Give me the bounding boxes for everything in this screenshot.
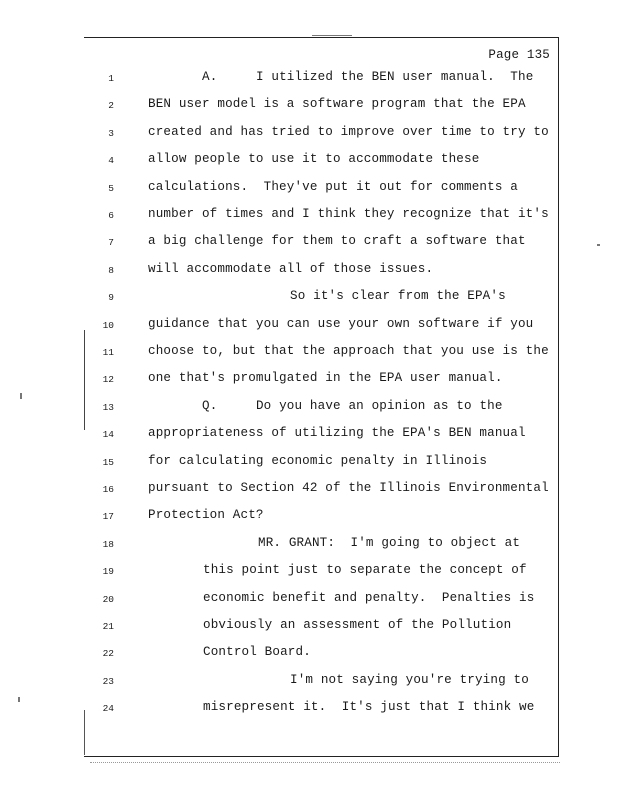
transcript-line	[0, 344, 618, 364]
line-text: misrepresent it. It's just that I think we	[203, 700, 535, 715]
transcript-line	[0, 481, 618, 501]
line-text: choose to, but that the approach that you use is the	[148, 344, 549, 358]
scan-speck	[312, 35, 352, 36]
line-text: allow people to use it to accommodate these	[148, 152, 480, 167]
line-number: 7	[108, 237, 114, 249]
transcript-line	[0, 262, 618, 282]
transcript-line	[0, 508, 618, 528]
line-number: 11	[102, 347, 114, 358]
line-text: Protection Act?	[148, 508, 264, 523]
line-text: calculations. They've put it out for comments a	[148, 179, 518, 194]
line-text: this point just to separate the concept of	[203, 563, 527, 578]
line-number: 5	[108, 182, 114, 194]
line-number: 2	[108, 100, 114, 112]
line-number: 18	[102, 538, 114, 550]
line-number: 3	[108, 127, 114, 139]
line-text: MR. GRANT: I'm going to object at	[258, 535, 521, 550]
line-text: I'm not saying you're trying to	[290, 672, 529, 687]
transcript-line	[0, 700, 618, 720]
line-number: 16	[102, 484, 114, 495]
line-number: 15	[102, 456, 114, 468]
line-number: 24	[102, 703, 114, 715]
line-number: 19	[102, 566, 114, 578]
line-number: 10	[102, 319, 114, 331]
scan-speck	[18, 697, 20, 702]
transcript-line	[0, 399, 618, 419]
transcript-line	[0, 673, 618, 693]
scan-speck	[20, 393, 22, 399]
scan-noise-line	[90, 762, 560, 764]
scan-speck	[597, 244, 600, 246]
transcript-line	[0, 536, 618, 556]
transcript-line	[0, 152, 618, 172]
transcript-line	[0, 234, 618, 254]
page-number: Page 135	[488, 48, 550, 62]
line-number: 13	[102, 401, 114, 413]
line-text: So it's clear from the EPA's	[290, 289, 506, 304]
line-number: 9	[108, 292, 114, 304]
transcript-line	[0, 371, 618, 391]
transcript-line	[0, 97, 618, 117]
line-text: guidance that you can use your own software if you	[148, 316, 534, 331]
line-text: one that's promulgated in the EPA user manual.	[148, 371, 503, 386]
transcript-line	[0, 454, 618, 474]
line-text: number of times and I think they recognize that it's	[148, 207, 549, 221]
transcript-line	[0, 645, 618, 665]
line-number: 14	[102, 429, 114, 441]
line-number: 21	[102, 621, 114, 632]
transcript-line	[0, 426, 618, 446]
line-text: will accommodate all of those issues.	[148, 261, 434, 276]
line-text: A. I utilized the BEN user manual. The	[202, 70, 534, 84]
transcript-line	[0, 618, 618, 638]
line-number: 12	[102, 374, 114, 386]
line-number: 17	[102, 511, 114, 523]
line-number: 22	[102, 648, 114, 660]
transcript-line	[0, 289, 618, 309]
transcript-line	[0, 180, 618, 200]
transcript-line	[0, 317, 618, 337]
line-number: 20	[102, 593, 114, 605]
line-text: pursuant to Section 42 of the Illinois Environmental	[148, 481, 549, 495]
line-text: Control Board.	[203, 645, 311, 660]
transcript-line	[0, 563, 618, 583]
line-text: for calculating economic penalty in Illinois	[148, 453, 488, 468]
line-text: created and has tried to improve over time to try to	[148, 124, 549, 139]
line-number: 6	[108, 210, 114, 221]
line-number: 23	[102, 675, 114, 687]
line-number: 1	[108, 73, 114, 84]
line-text: appropriateness of utilizing the EPA's BEN manual	[148, 426, 526, 441]
line-text: BEN user model is a software program that the EPA	[148, 97, 526, 112]
transcript-line	[0, 207, 618, 227]
transcript-line	[0, 591, 618, 611]
line-text: Q. Do you have an opinion as to the	[202, 398, 503, 413]
line-text: a big challenge for them to craft a software that	[148, 234, 526, 249]
line-number: 8	[108, 264, 114, 276]
transcript-line	[0, 125, 618, 145]
line-number: 4	[108, 155, 114, 167]
line-text: economic benefit and penalty. Penalties is	[203, 590, 535, 605]
line-text: obviously an assessment of the Pollution	[203, 618, 512, 632]
transcript-line	[0, 70, 618, 90]
